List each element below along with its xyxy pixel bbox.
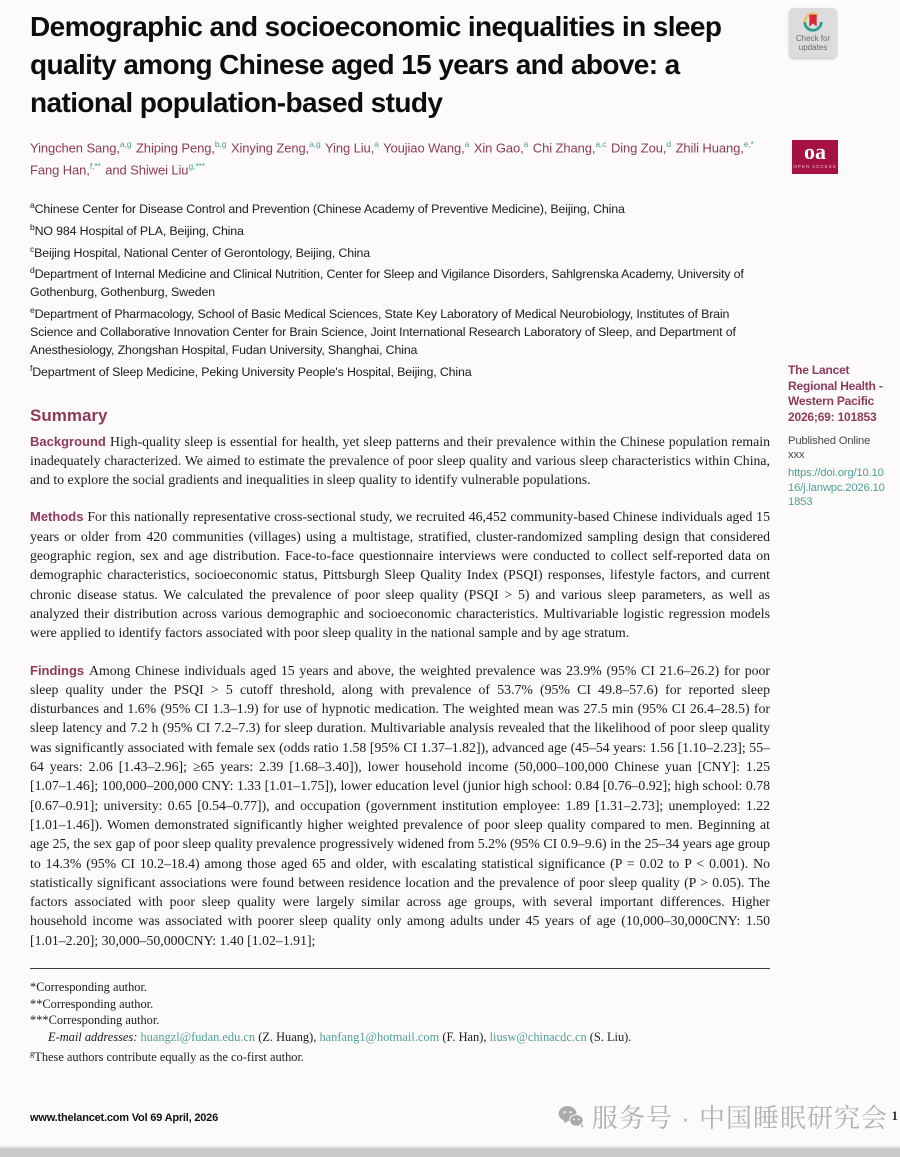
page-edge-bar [0,1146,900,1157]
author-name: Yingchen Sang, [30,140,120,156]
affiliation-marker: c [30,243,35,254]
article-title: Demographic and socioeconomic inequalities in sleep quality among Chinese aged 15 years and above: a national population-based study [30,11,722,118]
author-line [30,135,770,180]
summary-sections [30,432,770,950]
author-name: Xinying Zeng, [230,140,310,156]
affiliation-marker: d [30,265,35,276]
journal-sidebar [788,363,888,510]
paragraph-label: Methods [30,509,88,525]
corresponding-author-note: *Corresponding author. [30,980,148,994]
affiliation: $^c$Beijing Hospital, National Center of Gerontology, Beijing, China [30,243,371,260]
open-access-badge [792,140,838,174]
doi-link[interactable]: https://doi.org/10.1016/j.lanwpc.2026.101853 [788,467,885,508]
check-for-updates-label: Check for updates [795,34,831,52]
check-for-updates-icon [802,11,824,33]
equal-contribution-note: $^g$These authors contribute equally as the co-first author. [30,1048,305,1065]
footnotes-block [30,979,770,1066]
affiliation-marker: e [30,305,35,316]
affiliation: $^a$Chinese Center for Disease Control and Prevention (Chinese Academy of Preventive Medicine), Beijing, China [30,199,625,216]
summary-findings-paragraph: Findings Among Chinese individuals aged 15 years and above, the weighted prevalence was 23.9% (95% CI 21.6–26.2) for poor sleep quality under the PSQI > 5 cutoff threshold, along with prevalence of 53.7% (95% CI 49.8–57.6) for reported sleep disturbances and 1.6% (95% CI 1.3–1.9) for use of hypnotic medication. The weighted mean was 27.5 min (95% CI 26.4–28.5) for sleep latency and 7.2 h (95% CI 7.2–7.3) for sleep duration. Multivariable analysis revealed that the likelihood of poor sleep quality was significantly associated with female sex (odds ratio 1.58 [95% CI 1.37–1.82]), advanced age (45–54 years: 1.56 [1.10–2.23]; 55–64 years: 2.06 [1.43–2.96]; ≥65 years: 2.39 [1.68–3.40]), lower household income (50,000–100,000 Chinese yuan [CNY]: 1.25 [1.07–1.46]; 100,000–200,000 CNY: 1.33 [1.01–1.75]), lower education level (junior high school: 0.84 [0.76–0.92]; high school: 0.78 [0.67–0.91]; university: 0.65 [0.54–0.77]), and occupation (government institution employee: 1.89 [1.31–2.73]; unemployed: 1.22 [1.01–1.46]). Women demonstrated significantly higher weighted prevalence of poor sleep quality compared to men. Beginning at age 25, the sex gap of poor sleep quality prevalence progressively widened from 5.2% (95% CI 0.9–9.6) in the 25–34 years age group to 14.3% (95% CI 10.2–18.4) among those aged 65 and older, with escalating statistical significance (P = 0.02 to P < 0.001). No statistically significant associations were found between residence location and the prevalence of poor sleep quality (P > 0.05). The factors associated with poor sleep quality were largely similar across age groups, with several important differences. Higher household income was associated with poorer sleep quality only among adults under 45 years of age (10,000–30,000CNY: 1.50 [1.01–2.20]; 30,000–50,000CNY: 1.40 [1.02–1.91]; [30,662,770,948]
check-for-updates-badge[interactable] [789,8,837,58]
watermark [558,1098,888,1135]
open-access-label: OPEN ACCESS [793,164,837,169]
author-affiliation-marker: a,g [309,139,321,149]
summary-methods-paragraph: Methods For this nationally representative cross-sectional study, we recruited 46,452 community-based Chinese individuals aged 15 years or older from 420 communities (villages) using a multistage, stratified, cluster-randomized sampling design that considered geographic region, sex and age distribution. Face-to-face questionnaire interviews were conducted to collect self-reported data on demographic characteristics, socioeconomic status, Pittsburgh Sleep Quality Index (PSQI) responses, lifestyle factors, and current chronic disease status. We calculated the prevalence of poor sleep quality (PSQI > 5) and various sleep parameters, as well as analyzed their distribution across various demographic and socioeconomic characteristics. Multivariable logistic regression models were applied to identify factors associated with poor sleep quality in the national sample and by age stratum. [30,509,770,641]
email-addresses-label: E-mail addresses: [48,1029,141,1044]
corresponding-author-note: ***Corresponding author. [30,1013,160,1028]
author-affiliation-marker: e,* [743,139,754,149]
author-affiliation-marker: a [523,139,529,149]
author-name: Fang Han, [30,162,90,178]
author-affiliation-marker: a,c [595,139,607,149]
author-name: Chi Zhang, [532,140,596,156]
author-affiliation-marker: a [464,139,470,149]
author-affiliation-marker: a [374,139,379,149]
corresponding-notes [30,979,770,1029]
affiliation-marker: a [30,199,35,210]
author-affiliation-marker: b,g [214,139,227,149]
author-name: Zhili Huang, [675,140,744,156]
affiliation-marker: f [30,362,33,373]
corresponding-author-note: **Corresponding author. [30,996,154,1011]
journal-citation: The Lancet Regional Health - Western Pacific 2026;69: 101853 [788,363,883,424]
email-link[interactable]: huangzl@fudan.edu.cn [140,1029,256,1044]
author-name: Ying Liu, [324,140,375,156]
author-affiliation-marker: g,*** [188,161,205,172]
affiliation: $^b$NO 984 Hospital of PLA, Beijing, China [30,221,244,238]
page-number: 1 [891,1108,898,1123]
published-online: Published Online xxx [788,435,871,461]
journal-footer-text: www.thelancet.com Vol 69 April, 2026 [30,1112,219,1124]
paragraph-label: Background [30,433,110,449]
affiliation-marker: b [30,221,35,232]
summary-background-paragraph: Background High-quality sleep is essential for health, yet sleep patterns and their prevalence within the Chinese population remain inadequately characterized. We aimed to estimate the prevalence of poor sleep quality and various sleep characteristics within China, and to explore the social gradients and inequalities in sleep quality to identify vulnerable populations. [30,433,770,488]
author-name: and Shiwei Liu [105,162,189,178]
wechat-icon [558,1100,584,1134]
affiliation: $^d$Department of Internal Medicine and Clinical Nutrition, Center for Sleep and Vigilance Disorders, Sahlgrenska Academy, University of Gothenburg, Gothenburg, Sweden [30,265,744,300]
affiliation: $^f$Department of Sleep Medicine, Peking University People's Hospital, Beijing, China [30,362,472,379]
author-name: Ding Zou, [610,140,667,156]
open-access-abbr: oa [804,139,826,164]
email-line: E-mail addresses: huangzl@fudan.edu.cn (Z. Huang), hanfang1@hotmail.com (F. Han), liusw@chinacdc.cn (S. Liu). [48,1029,632,1044]
equal-note-marker: g [30,1048,35,1059]
footnote-divider [30,968,770,969]
author-affiliation-marker: d [666,139,672,149]
affiliations-block [30,197,770,382]
email-link[interactable]: liusw@chinacdc.cn [489,1029,587,1044]
author-name: Zhiping Peng, [135,140,215,156]
email-link[interactable]: hanfang1@hotmail.com [319,1029,440,1044]
affiliation: $^e$Department of Pharmacology, School of Basic Medical Sciences, State Key Laboratory of Medical Neurobiology, Institutes of Brain Science and Collaborative Innovation Center for Brain Science, Joint International Research Laboratory of Sleep, and Department of Anesthesiology, Zhongshan Hospital, Fudan University, Shanghai, China [30,305,736,357]
summary-heading: Summary [30,405,108,425]
watermark-text: 服务号 · 中国睡眠研究会 [591,1103,888,1133]
paragraph-label: Findings [30,662,89,678]
author-name: Xin Gao, [473,140,524,156]
main-column [30,0,770,1066]
author-name: Youjiao Wang, [383,140,465,156]
author-affiliation-marker: f,** [89,161,101,172]
author-affiliation-marker: a,g [119,139,132,149]
